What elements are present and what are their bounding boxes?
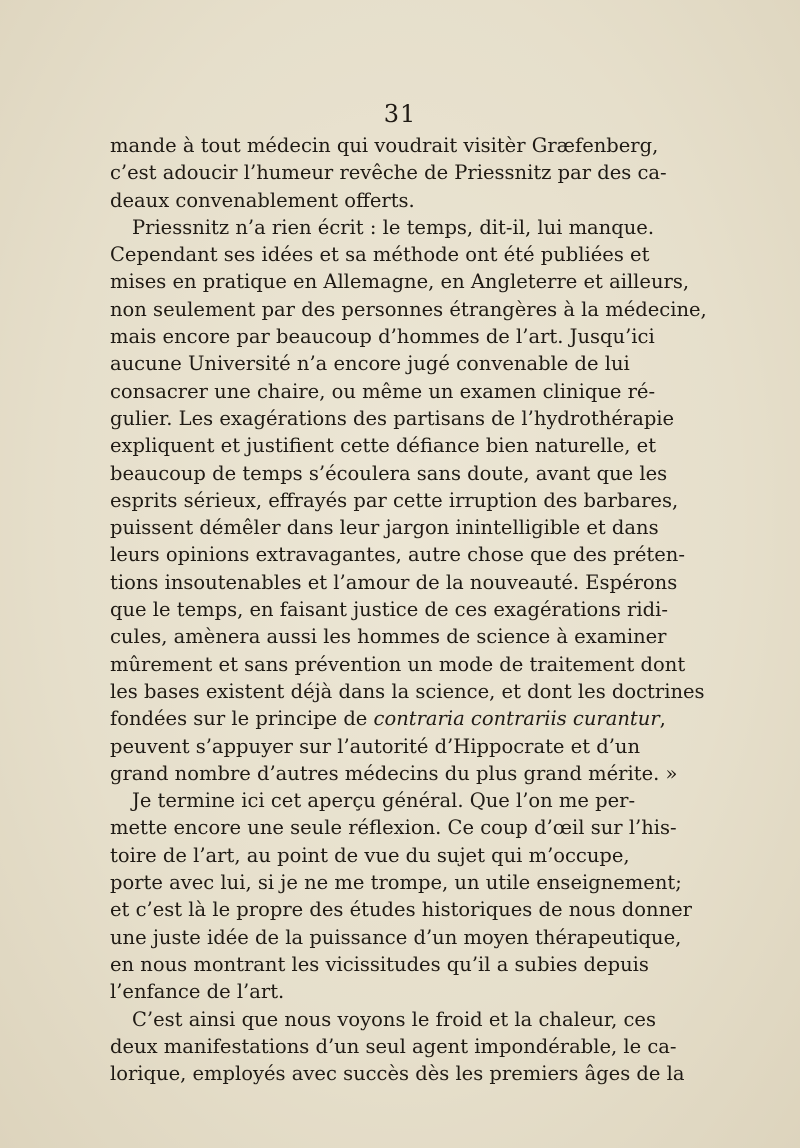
text-line — [110, 514, 659, 541]
text-line — [110, 814, 677, 841]
text-line-content: gulier. Les exagérations des partisans de l’hydrothérapie — [110, 406, 675, 430]
text-line — [110, 541, 685, 568]
text-line — [110, 678, 705, 705]
text-line — [110, 487, 679, 514]
text-line-content: lorique, employés avec succès dès les premiers âges de la — [110, 1062, 685, 1086]
text-line-content: que le temps, en faisant justice de ces exagérations ridi- — [110, 598, 668, 622]
text-line — [110, 596, 668, 623]
text-line-content: peuvent s’appuyer sur l’autorité d’Hippocrate et d’un — [110, 734, 641, 758]
text-line — [110, 1033, 677, 1060]
text-line — [110, 268, 690, 295]
text-line — [110, 460, 668, 487]
text-line — [110, 132, 659, 159]
text-line-content: les bases existent déjà dans la science, et dont les doctrines — [110, 679, 705, 703]
text-line-content: c’est adoucir l’humeur revêche de Priessnitz par des ca- — [110, 161, 667, 185]
text-line — [110, 214, 655, 241]
text-line-content: Cependant ses idées et sa méthode ont été publiées et — [110, 243, 650, 267]
text-line — [110, 651, 686, 678]
text-line-content: deux manifestations d’un seul agent impondérable, le ca- — [110, 1034, 677, 1058]
text-line — [110, 296, 707, 323]
text-line-content: esprits sérieux, effrayés par cette irruption des barbares, — [110, 488, 679, 512]
page-number: 31 — [383, 100, 417, 128]
text-line-content: et c’est là le propre des études historiques de nous donner — [110, 898, 693, 922]
text-line — [110, 978, 628, 1005]
text-line-content: grand nombre d’autres médecins du plus grand mérite. » — [110, 761, 678, 785]
text-line-content: expliquent et justifient cette défiance bien naturelle, et — [110, 434, 657, 458]
text-line-content: consacrer une chaire, ou même un examen clinique ré- — [110, 379, 656, 403]
text-line-content: mises en pratique en Allemagne, en Angleterre et ailleurs, — [110, 270, 690, 294]
text-line-content: beaucoup de temps s’écoulera sans doute, avant que les — [110, 461, 668, 485]
text-line — [110, 787, 636, 814]
text-line — [110, 405, 675, 432]
text-line-content: aucune Université n’a encore jugé convenable de lui — [110, 352, 630, 376]
text-line-content: l’enfance de l’art. — [110, 980, 285, 1004]
text-line-content: Je termine ici cet aperçu général. Que l’on me per- — [132, 789, 636, 813]
text-line-content: tions insoutenables et l’amour de la nouveauté. Espérons — [110, 570, 678, 594]
text-line — [110, 378, 656, 405]
text-line-content: mûrement et sans prévention un mode de traitement dont — [110, 652, 686, 676]
text-line — [110, 350, 628, 377]
text-line-content: une juste idée de la puissance d’un moyen thérapeutique, — [110, 925, 682, 949]
text-line — [110, 187, 628, 214]
text-line-content: en nous montrant les vicissitudes qu’il a subies depuis — [110, 952, 649, 976]
text-line — [110, 569, 678, 596]
text-line-content: C’est ainsi que nous voyons le froid et la chaleur, ces — [132, 1007, 656, 1031]
text-line-content: deaux convenablement offerts. — [110, 188, 415, 212]
text-line-content: porte avec lui, si je ne me trompe, un utile enseignement; — [110, 871, 682, 895]
text-line — [110, 1060, 685, 1087]
text-line — [110, 924, 682, 951]
text-line-content: puissent démêler dans leur jargon inintelligible et dans — [110, 516, 659, 540]
text-line — [110, 1006, 656, 1033]
text-line — [110, 951, 649, 978]
text-line-content: Priessnitz n’a rien écrit : le temps, dit-il, lui manque. — [132, 215, 655, 239]
text-line — [110, 896, 693, 923]
text-line — [110, 842, 628, 869]
text-line — [110, 323, 655, 350]
text-line — [110, 705, 666, 732]
text-line — [110, 241, 650, 268]
italic-phrase: contraria contrariis curantur — [373, 707, 660, 731]
text-line-content: mette encore une seule réflexion. Ce coup d’œil sur l’his- — [110, 816, 677, 840]
text-line-content: leurs opinions extravagantes, autre chose que des préten- — [110, 543, 685, 567]
text-line — [110, 733, 641, 760]
text-line — [110, 159, 667, 186]
trailing-punctuation: , — [659, 707, 666, 731]
text-line-content: cules, amènera aussi les hommes de science à examiner — [110, 625, 667, 649]
text-line-content: mande à tout médecin qui voudrait visitèr Græfenberg, — [110, 134, 659, 157]
text-line-content: fondées sur le principe de — [110, 707, 374, 731]
text-line — [110, 623, 667, 650]
text-line-content: mais encore par beaucoup d’hommes de l’art. Jusqu’ici — [110, 325, 655, 349]
text-line — [110, 869, 682, 896]
text-line-content: non seulement par des personnes étrangères à la médecine, — [110, 297, 707, 321]
text-line — [110, 432, 657, 459]
body-text — [110, 132, 707, 1087]
text-line — [110, 760, 678, 787]
text-line-content: toire de l’art, au point de vue du sujet qui m’occupe, — [110, 843, 630, 867]
